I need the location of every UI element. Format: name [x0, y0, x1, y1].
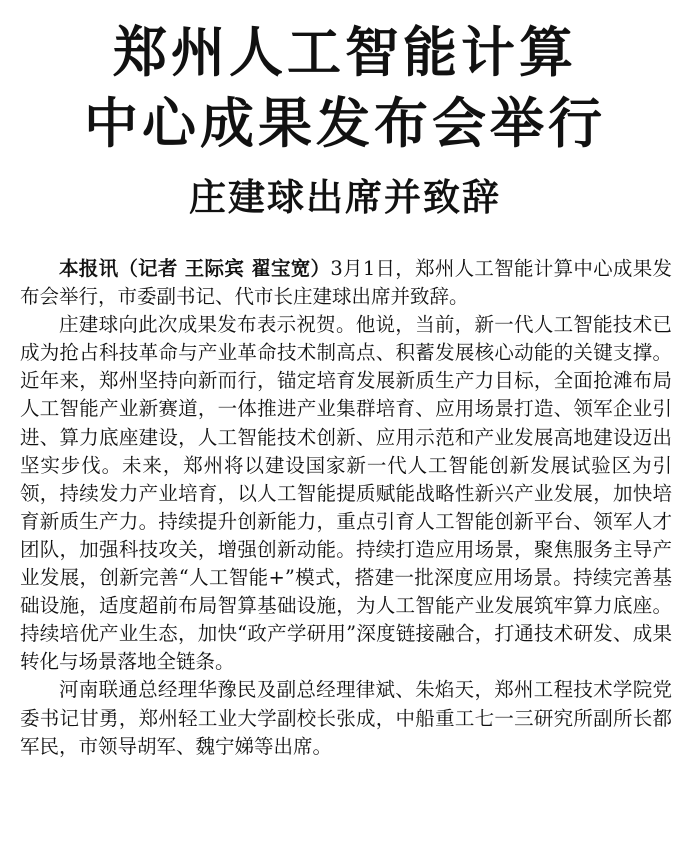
article-lead-text: 3月1日，郑州人工智能计算中心成果发布会举行，市委副书记、代市长庄建球出席并致辞。 [20, 257, 672, 309]
headline-line-2: 中心成果发布会举行 [84, 92, 606, 155]
article-byline: 本报讯（记者 王际宾 翟宝宽） [59, 257, 331, 280]
article-body [20, 255, 672, 761]
subheadline: 庄建球出席并致辞 [189, 176, 501, 219]
article-paragraph: 河南联通总经理华豫民及副总经理律斌、朱焰天，郑州工程技术学院党委书记甘勇，郑州轻工业大学副校长张成，中船重工七一三研究所副所长都军民，市领导胡军、魏宁娣等出席。 [20, 678, 672, 758]
article-paragraph-lead [20, 255, 672, 311]
article-paragraph: 庄建球向此次成果发布表示祝贺。他说，当前，新一代人工智能技术已成为抢占科技革命与产业革命技术制高点、积蓄发展核心动能的关键支撑。近年来，郑州坚持向新而行，锚定培育发展新质生产力目标，全面抢滩布局人工智能产业新赛道，一体推进产业集群培育、应用场景打造、领军企业引进、算力底座建设，人工智能技术创新、应用示范和产业发展高地建设迈出坚实步伐。未来，郑州将以建设国家新一代人工智能创新发展试验区为引领，持续发力产业培育，以人工智能提质赋能战略性新兴产业发展，加快培育新质生产力。持续提升创新能力，重点引育人工智能创新平台、领军人才团队，加强科技攻关，增强创新动能。持续打造应用场景，聚焦服务主导产业发展，创新完善“人工智能+”模式，搭建一批深度应用场景。持续完善基础设施，适度超前布局智算基础设施，为人工智能产业发展筑牢算力底座。持续培优产业生态，加快“政产学研用”深度链接融合，打通技术研发、成果转化与场景落地全链条。 [20, 313, 672, 674]
headline-line-1: 郑州人工智能计算 [113, 21, 577, 84]
